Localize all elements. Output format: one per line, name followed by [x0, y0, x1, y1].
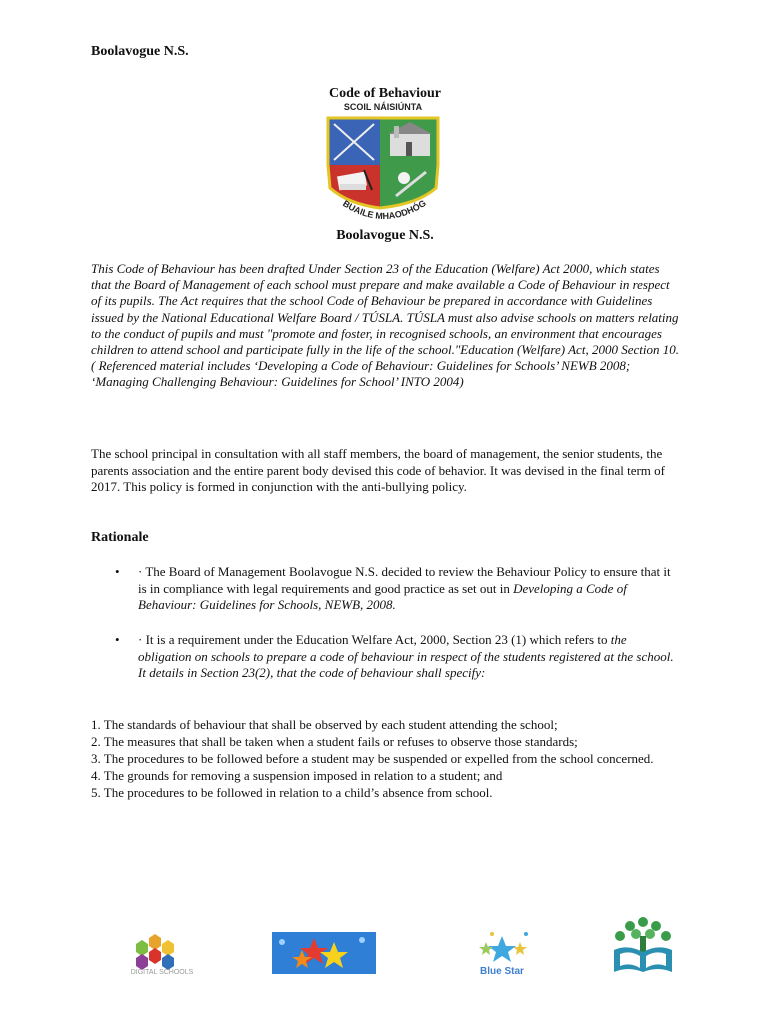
- list-item: 2. The measures that shall be taken when a student fails or refuses to observe those standards;: [91, 734, 578, 749]
- school-name-under-crest: Boolavogue N.S.: [336, 228, 434, 243]
- green-school-logo: [610, 914, 676, 974]
- bullet-italic-text: Developing a Code of Behaviour: Guidelines for Schools, NEWB, 2008.: [138, 580, 627, 612]
- digital-schools-text: DIGITAL SCHOOLS: [130, 969, 194, 974]
- list-item: 1. The standards of behaviour that shall be observed by each student attending the school;: [91, 717, 558, 732]
- rationale-heading: Rationale: [91, 530, 149, 545]
- list-item: 4. The grounds for removing a suspension imposed in relation to a student; and: [91, 768, 503, 783]
- school-name-header: Boolavogue N.S.: [91, 44, 189, 59]
- list-item: 3. The procedures to be followed before a student may be suspended or expelled from the school concerned.: [91, 751, 654, 766]
- document-title: Code of Behaviour: [329, 86, 441, 101]
- rationale-bullet: [91, 564, 681, 614]
- blue-star-text: Blue Star: [480, 966, 524, 974]
- digital-schools-logo: [122, 932, 202, 974]
- crest-top-text: SCOIL NÁISIÚNTA: [343, 102, 423, 112]
- school-crest: [318, 100, 448, 225]
- consultation-paragraph: The school principal in consultation with all staff members, the board of management, the senior students, the parents association and the entire parent body devised this code of behavior. It was devised in the final term of 2017. This policy is formed in conjunction with the anti-bullying policy.: [91, 446, 665, 494]
- active-school-logo: [272, 932, 376, 974]
- intro-paragraph: This Code of Behaviour has been drafted Under Section 23 of the Education (Welfare) Act 2000, which states that the Board of Management of each school must prepare and make available a Code of Behaviour in respect of its pupils. The Act requires that the school Code of Behaviour be prepared in accordance with Guidelines issued by the National Educational Welfare Board / TÚSLA. TÚSLA must also advise schools on matters relating to the conduct of pupils and must "promote and foster, in recognised schools, an environment that encourages children to attend school and participate fully in the life of the school."Education (Welfare) Act, 2000 Section 10. ( Referenced material includes ‘Developing a Code of Behaviour: Guidelines for Schools’ NEWB 2008; ‘Managing Challenging Behaviour: Guidelines for School’ INTO 2004): [91, 261, 679, 390]
- bullet-italic-text: the obligation on schools to prepare a code of behaviour in respect of the students registered at the school. It details in Section 23(2), that the code of behaviour shall specify:: [138, 632, 674, 680]
- list-item: 5. The procedures to be followed in relation to a child’s absence from school.: [91, 785, 493, 800]
- bullet-symbol: •: [115, 564, 120, 579]
- requirements-list: [91, 716, 681, 801]
- bullet-text: · The Board of Management Boolavogue N.S. decided to review the Behaviour Policy to ensure that it is in compliance with legal requirements and good practice as set out in: [138, 564, 671, 596]
- rationale-bullet: [91, 632, 681, 682]
- bullet-text: · It is a requirement under the Education Welfare Act, 2000, Section 23 (1) which refers to: [138, 632, 611, 647]
- bullet-symbol: •: [115, 632, 120, 647]
- crest-bottom-text: BUAILE MHAODHÓG: [340, 197, 428, 222]
- blue-star-logo: [462, 928, 542, 974]
